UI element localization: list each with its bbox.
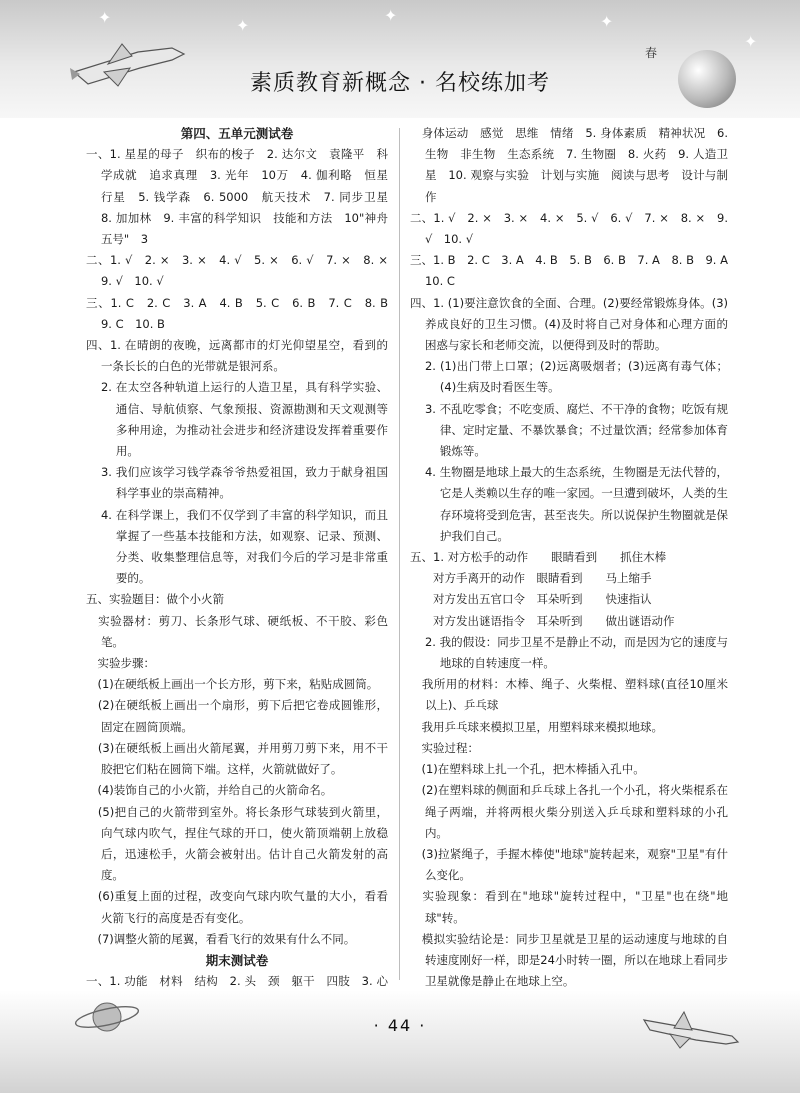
answer-paragraph: 4. 在科学课上，我们不仅学到了丰富的科学知识，而且掌握了一些基本技能和方法，如观察、记录、预测、分类、收集整理信息等，对我们今后的学习是非常重要的。 — [100, 507, 388, 586]
answer-paragraph: (7)调整火箭的尾翼，看看飞行的效果有什么不同。 — [86, 931, 356, 946]
answer-paragraph: (3)在硬纸板上画出火箭尾翼，并用剪刀剪下来，用不干胶把它们粘在圆筒下端。这样，火箭就做好了。 — [86, 740, 388, 777]
answer-paragraph: 二、1. √ 2. × 3. × 4. √ 5. × 6. √ 7. × 8. × 9. √ 10. √ — [86, 253, 400, 289]
answer-paragraph: 2. 在太空各种轨道上运行的人造卫星，具有科学实验、通信、导航侦察、气象预报、资源勘测和天文观测等多种用途，为推动社会进步和经济建设发挥着重要作用。 — [100, 380, 388, 459]
star-icon: ✦ — [384, 6, 398, 25]
answer-paragraph: 对方手离开的动作 眼睛看到 马上缩手 — [410, 571, 652, 586]
answer-paragraph: (1)在硬纸板上画出一个长方形，剪下来，粘贴成圆筒。 — [86, 677, 379, 692]
answer-paragraph: 实验现象：看到在"地球"旋转过程中，"卫星"也在绕"地球"转。 — [410, 889, 728, 925]
globe-icon — [678, 50, 736, 108]
answer-paragraph: (4)装饰自己的小火箭，并给自己的火箭命名。 — [86, 783, 333, 798]
answer-paragraph: 二、1. √ 2. × 3. × 4. × 5. √ 6. √ 7. × 8. × 9. √ 10. √ — [410, 210, 728, 247]
answer-paragraph: 3. 不乱吃零食；不吃变质、腐烂、不干净的食物；吃饭有规律、定时定量、不暴饮暴食；不过量饮酒；经常参加体育锻炼等。 — [424, 401, 728, 459]
right-answer-column — [410, 123, 740, 992]
section-title: 期末测试卷 — [205, 952, 269, 968]
star-icon: ✦ — [600, 12, 614, 31]
page-header-title: 素质教育新概念 · 名校练加考 — [250, 71, 550, 96]
answer-paragraph: 四、1. 在晴朗的夜晚，远离都市的灯光仰望星空，看到的一条长长的白色的光带就是银河系。 — [86, 338, 388, 374]
answer-paragraph: 五、实验题目：做个小火箭 — [86, 592, 224, 607]
answer-paragraph: 一、1. 功能 材料 结构 2. 头 颈 躯干 四肢 3. 心 — [86, 974, 388, 989]
answer-paragraph: 模拟实验结论是：同步卫星就是卫星的运动速度与地球的自转速度刚好一样，即是24小时转一圈，所以在地球上看同步卫星就像是静止在地球上空。 — [410, 931, 728, 989]
answer-paragraph: 五、1. 对方松手的动作 眼睛看到 抓住木棒 — [410, 550, 667, 565]
answer-paragraph: 三、1. C 2. C 3. A 4. B 5. C 6. B 7. C 8. B 9. C 10. B — [86, 295, 400, 331]
answer-paragraph: (6)重复上面的过程，改变向气球内吹气量的大小，看看火箭飞行的高度是否有变化。 — [86, 889, 388, 925]
page-number: · 44 · — [373, 1016, 427, 1035]
answer-paragraph: (5)把自己的火箭带到室外。将长条形气球装到火箭里，向气球内吹气，捏住气球的开口，使火箭顶端朝上放稳后，迅速松手，火箭会被射出。估计自己火箭发射的高度。 — [86, 804, 388, 883]
star-icon: ✦ — [236, 16, 250, 35]
answer-paragraph: 四、1. (1)要注意饮食的全面、合理。(2)要经常锻炼身体。(3)养成良好的卫生习惯。(4)及时将自己对身体和心理方面的困惑与家长和老师交流，以便得到及时的帮助。 — [410, 295, 728, 353]
answer-paragraph: 实验过程： — [410, 740, 479, 755]
answer-paragraph: 三、1. B 2. C 3. A 4. B 5. B 6. B 7. A 8. B 9. A 10. C — [410, 253, 740, 289]
answer-paragraph: 我所用的材料：木棒、绳子、火柴棍、塑料球(直径10厘米以上)、乒乓球 — [410, 677, 728, 713]
left-answer-column — [86, 123, 400, 1014]
answer-paragraph: 2. 我的假设：同步卫星不是静止不动，而是因为它的速度与地球的自转速度一样。 — [424, 634, 728, 671]
answer-paragraph: 一、1. 星星的母子 织布的梭子 2. 达尔文 袁隆平 科学成就 追求真理 3. 光年 10万 4. 伽利略 恒星 行星 5. 钱学森 6. 5000 航天技术 7. 同步卫星 8. 加加林 9. 丰富的科学知识 技能和方法 10"神舟五号" 3 — [86, 147, 400, 247]
answer-paragraph: 身体运动 感觉 思维 情绪 5. 身体素质 精神状况 6. 生物 非生物 生态系统 7. 生物圈 8. 火药 9. 人造卫星 10. 观察与实验 计划与实施 阅读与思考 设计与制作 — [410, 126, 728, 204]
answer-paragraph: (1)在塑料球上扎一个孔，把木棒插入孔中。 — [410, 762, 645, 777]
section-title: 第四、五单元测试卷 — [180, 126, 294, 141]
answer-paragraph: 2. (1)出门带上口罩；(2)远离吸烟者；(3)远离有毒气体；(4)生病及时看医生等。 — [424, 359, 728, 395]
answer-paragraph: (2)在硬纸板上画出一个扇形，剪下后把它卷成圆锥形，固定在圆筒顶端。 — [86, 698, 388, 734]
answer-paragraph: 对方发出五官口令 耳朵听到 快速指认 — [410, 592, 652, 607]
answer-paragraph: 实验步骤： — [86, 656, 155, 671]
star-icon: ✦ — [744, 32, 758, 51]
answer-paragraph: 3. 我们应该学习钱学森爷爷热爱祖国，致力于献身祖国科学事业的崇高精神。 — [100, 465, 388, 501]
answer-paragraph: 对方发出谜语指令 耳朵听到 做出谜语动作 — [410, 613, 675, 628]
star-icon: ✦ — [98, 8, 112, 27]
answer-paragraph: (2)在塑料球的侧面和乒乓球上各扎一个小孔，将火柴棍系在绳子两端，并将两根火柴分别送入乒乓球和塑料球的小孔内。 — [410, 783, 728, 840]
answer-paragraph: 我用乒乓球来模拟卫星，用塑料球来模拟地球。 — [410, 719, 663, 734]
answer-paragraph: (3)拉紧绳子，手握木棒使"地球"旋转起来，观察"卫星"有什么变化。 — [410, 846, 728, 883]
season-label: 春 — [645, 46, 658, 60]
answer-paragraph: 4. 生物圈是地球上最大的生态系统，生物圈是无法代替的，它是人类赖以生存的唯一家园。一旦遭到破坏，人类的生存环境将受到危害，甚至丧失。所以说保护生物圈就是保护我们自己。 — [424, 465, 728, 543]
answer-paragraph: 实验器材：剪刀、长条形气球、硬纸板、不干胶、彩色笔。 — [86, 613, 388, 649]
